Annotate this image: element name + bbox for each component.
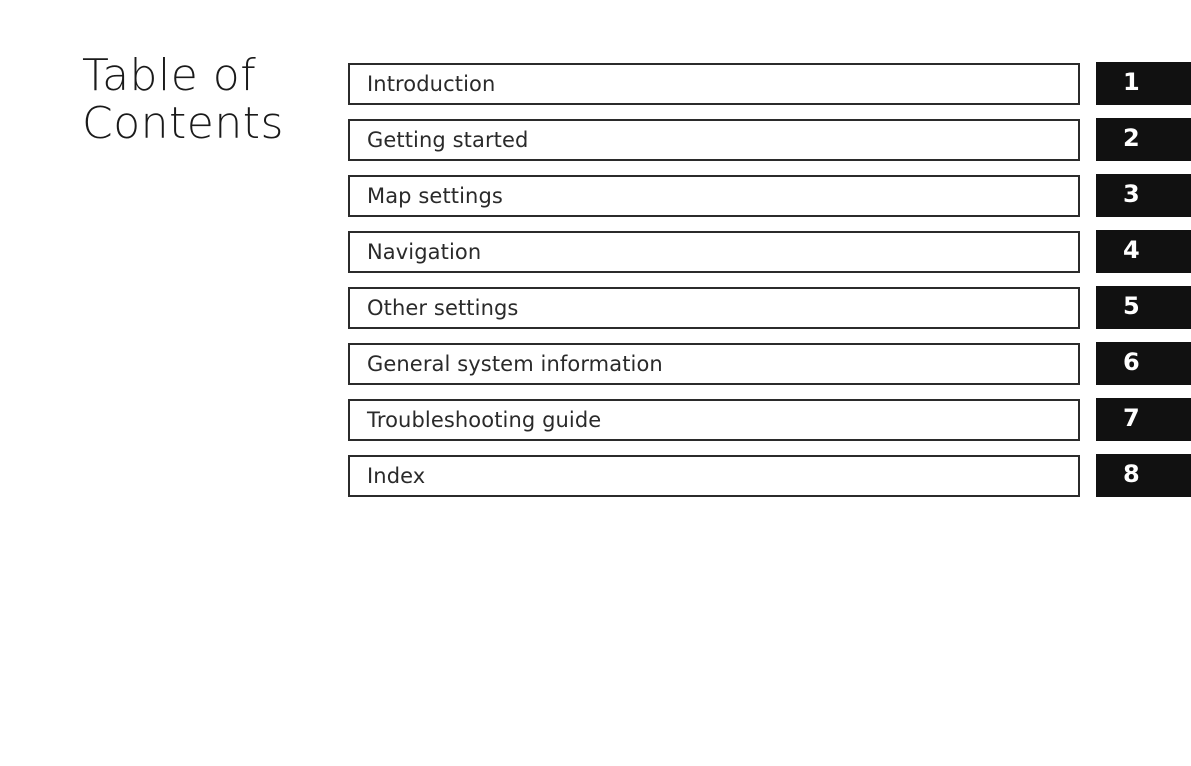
entry-box[interactable] (348, 455, 1080, 497)
page-title-line-2: Contents (82, 98, 284, 149)
toc-entry-map-settings[interactable] (348, 175, 1191, 217)
page-title (82, 52, 284, 148)
chapter-tab[interactable] (1096, 454, 1191, 497)
chapter-tab[interactable] (1096, 342, 1191, 385)
chapter-number: 5 (1123, 292, 1140, 320)
chapter-number: 4 (1123, 236, 1140, 264)
entry-label[interactable]: Map settings (367, 184, 503, 208)
chapter-number: 7 (1123, 404, 1140, 432)
toc-entry-troubleshooting-guide[interactable] (348, 399, 1191, 441)
entry-label[interactable]: General system information (367, 352, 663, 376)
chapter-number: 8 (1123, 460, 1140, 488)
toc-entry-other-settings[interactable] (348, 287, 1191, 329)
chapter-number: 6 (1123, 348, 1140, 376)
toc-entry-index[interactable] (348, 455, 1191, 497)
toc-entry-getting-started[interactable] (348, 119, 1191, 161)
entry-label[interactable]: Other settings (367, 296, 519, 320)
entry-box[interactable] (348, 399, 1080, 441)
toc-entry-introduction[interactable] (348, 63, 1191, 105)
toc-entry-navigation[interactable] (348, 231, 1191, 273)
entry-label[interactable]: Introduction (367, 72, 496, 96)
page-title-line-1: Table of (82, 50, 257, 101)
chapter-number: 3 (1123, 180, 1140, 208)
entry-label[interactable]: Troubleshooting guide (367, 408, 602, 432)
entry-box[interactable] (348, 175, 1080, 217)
chapter-tab[interactable] (1096, 398, 1191, 441)
chapter-tab[interactable] (1096, 286, 1191, 329)
entry-label[interactable]: Getting started (367, 128, 529, 152)
chapter-tab[interactable] (1096, 62, 1191, 105)
chapter-number: 2 (1123, 124, 1140, 152)
entry-box[interactable] (348, 231, 1080, 273)
chapter-tab[interactable] (1096, 118, 1191, 161)
entry-box[interactable] (348, 287, 1080, 329)
entry-box[interactable] (348, 119, 1080, 161)
entry-label[interactable]: Navigation (367, 240, 482, 264)
toc-entry-general-system-information[interactable] (348, 343, 1191, 385)
entry-label[interactable]: Index (367, 464, 426, 488)
chapter-tab[interactable] (1096, 230, 1191, 273)
toc-list (348, 63, 1191, 497)
chapter-number: 1 (1123, 68, 1140, 96)
chapter-tab[interactable] (1096, 174, 1191, 217)
entry-box[interactable] (348, 343, 1080, 385)
entry-box[interactable] (348, 63, 1080, 105)
